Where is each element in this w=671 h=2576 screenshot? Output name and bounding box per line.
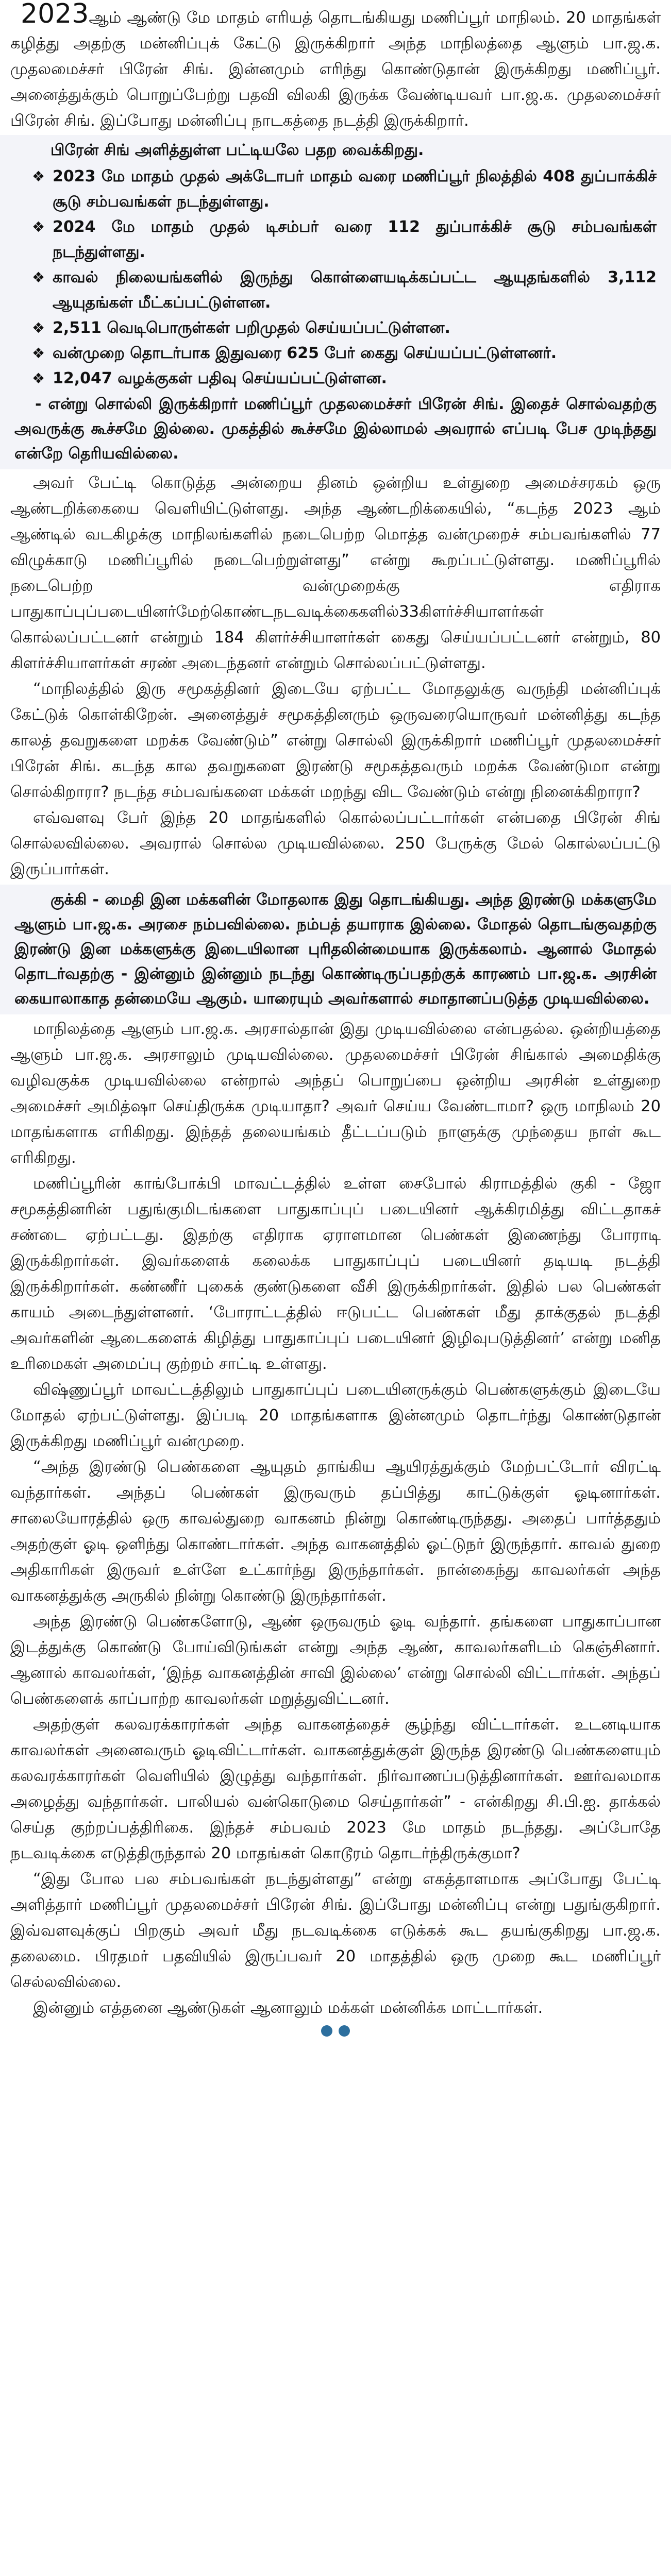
list-item-text: 2024 மே மாதம் முதல் டிசம்பர் வரை 112 துப்பாக்கிச் சூடு சம்பவங்கள் நடந்துள்ளது. bbox=[53, 218, 657, 261]
paragraph-cbi-quote-3: அதற்குள் கலவரக்காரர்கள் அந்த வாகனத்தைச் சூழ்ந்து விட்டார்கள். உடனடியாக காவலர்கள் அனைவரும் ஓடிவிட்டார்கள். வாகனத்துக்குள் இருந்த இரண்டு பெண்களையும் கலவரக்காரர்கள் வெளியில் இழுத்து வந்தார்கள். நிர்வாணப்படுத்தினார்கள். ஊர்வலமாக அழைத்து வந்தார்கள். பாலியல் வன்கொடுமை செய்தார்கள்” - என்கிறது சி.பி.ஐ. தாக்கல் செய்த குற்றப்பத்திரிகை. இந்தச் சம்பவம் 2023 மே மாதம் நடந்தது. அப்போதே நடவடிக்கை எடுத்திருந்தால் 20 மாதங்கள் கொடூரம் தொடர்ந்திருக்குமா? bbox=[10, 1716, 661, 1862]
paragraph-cbi-quote-1: “அந்த இரண்டு பெண்களை ஆயுதம் தாங்கிய ஆயிரத்துக்கும் மேற்பட்டோர் விரட்டி வந்தார்கள். அந்தப் பெண்கள் இருவரும் தப்பித்து காட்டுக்குள் ஓடினார்கள். சாலையோரத்தில் ஒரு காவல்துறை வாகனம் நின்று கொண்டிருந்தது. அதைப் பார்த்ததும் அதற்குள் ஓடி ஒளிந்து கொண்டார்கள். அந்த வாகனத்தில் ஓட்டுநர் இருந்தார். காவல் துறை அதிகாரிகள் இருவர் உள்ளே உட்கார்ந்து இருந்தார்கள். நான்கைந்து காவலர்கள் அந்த வாகனத்துக்கு அருகில் நின்று கொண்டு இருந்தார்கள். bbox=[10, 1458, 661, 1605]
conflict-box bbox=[0, 885, 671, 1014]
list-item bbox=[14, 341, 657, 366]
paragraph-cbi-quote-2: அந்த இரண்டு பெண்களோடு, ஆண் ஒருவரும் ஓடி வந்தார். தங்களை பாதுகாப்பான இடத்துக்கு கொண்டு போய்விடுங்கள் என்று அந்த ஆண், காவலர்களிடம் கெஞ்சினார். ஆனால் காவலர்கள், ‘இந்த வாகனத்தின் சாவி இல்லை’ என்று சொல்லி விட்டார்கள். அந்தப் பெண்களைக் காப்பாற்ற காவலர்கள் மறுத்துவிட்டனர். bbox=[10, 1613, 661, 1708]
list-item-text: 12,047 வழக்குகள் பதிவு செய்யப்பட்டுள்ளன. bbox=[53, 369, 387, 387]
paragraph-annual-report: அவர் பேட்டி கொடுத்த அன்றைய தினம் ஒன்றிய உள்துறை அமைச்சரகம் ஒரு ஆண்டறிக்கையை வெளியிட்டுள்ளது. அந்த ஆண்டறிக்கையில், “கடந்த 2023 ஆம் ஆண்டில் வடகிழக்கு மாநிலங்களில் நடைபெற்ற மொத்த வன்முறைச் சம்பவங்களில் 77 விழுக்காடு மணிப்பூரில் நடைபெற்றுள்ளது” என்று கூறப்பட்டுள்ளது. மணிப்பூரில் நடைபெற்ற வன்முறைக்கு எதிராக பாதுகாப்புப்படையினர்மேற்கொண்டநடவடிக்கைகளில்33கிளர்ச்சியாளர்கள் கொல்லப்பட்டனர் என்றும் 184 கிளர்ச்சியாளர்கள் கைது செய்யப்பட்டனர் என்றும், 80 கிளர்ச்சியாளர்கள் சரண் அடைந்தனர் என்றும் சொல்லப்பட்டுள்ளது. bbox=[10, 474, 661, 672]
diamond-bullet-icon: ❖ bbox=[32, 319, 45, 336]
diamond-bullet-icon: ❖ bbox=[32, 370, 45, 387]
paragraph-central-govt: மாநிலத்தை ஆளும் பா.ஜ.க. அரசால்தான் இது முடியவில்லை என்பதல்ல. ஒன்றியத்தை ஆளும் பா.ஜ.க. அரசாலும் முடியவில்லை. முதலமைச்சர் பிரேன் சிங்கால் அமைதிக்கு வழிவகுக்க முடியவில்லை என்றால் அந்தப் பொறுப்பை ஒன்றிய அரசின் உள்துறை அமைச்சர் அமித்ஷா செய்திருக்க முடியாதா? அவர் செய்ய வேண்டாமா? ஒரு மாநிலம் 20 மாதங்களாக எரிகிறது. இந்தத் தலையங்கம் தீட்டப்படும் நாளுக்கு முந்தைய நாள் கூட எரிகிறது. bbox=[10, 1020, 661, 1167]
opening-text: ஆம் ஆண்டு மே மாதம் எரியத் தொடங்கியது மணிப்பூர் மாநிலம். 20 மாதங்கள் கழித்து அதற்கு மன்னிப்புக் கேட்டு இருக்கிறார் அந்த மாநிலத்தை ஆளும் பா.ஜ.க. முதலமைச்சர் பிரேன் சிங். இன்னமும் எரிந்து கொண்டுதான் இருக்கிறது மணிப்பூர். அனைத்துக்கும் பொறுப்பேற்று பதவி விலகி இருக்க வேண்டியவர் பா.ஜ.க. முதலமைச்சர் பிரேன் சிங். இப்போது மன்னிப்பு நாடகத்தை நடத்தி இருக்கிறார். bbox=[10, 9, 661, 130]
list-item-text: 2023 மே மாதம் முதல் அக்டோபர் மாதம் வரை மணிப்பூர் நிலத்தில் 408 துப்பாக்கிச் சூடு சம்பவங்கள் நடந்துள்ளது. bbox=[53, 167, 657, 211]
statistics-closing: - என்று சொல்லி இருக்கிறார் மணிப்பூர் முதலமைச்சர் பிரேன் சிங். இதைச் சொல்வதற்கு அவருக்கு கூச்சமே இல்லை. முகத்தில் கூச்சமே இல்லாமல் அவரால் எப்படி பேச முடிந்தது என்றே தெரியவில்லை. bbox=[14, 395, 657, 463]
paragraph-death-toll: எவ்வளவு பேர் இந்த 20 மாதங்களில் கொல்லப்பட்டார்கள் என்பதை பிரேன் சிங் சொல்லவில்லை. அவரால் சொல்ல முடியவில்லை. 250 பேருக்கு மேல் கொல்லப்பட்டு இருப்பார்கள். bbox=[10, 809, 661, 878]
list-item-text: வன்முறை தொடர்பாக இதுவரை 625 பேர் கைது செய்யப்பட்டுள்ளனர். bbox=[53, 344, 557, 362]
statistics-intro: பிரேன் சிங் அளித்துள்ள பட்டியலே பதற வைக்கிறது. bbox=[51, 141, 424, 159]
list-item bbox=[14, 366, 657, 391]
statistics-list bbox=[14, 164, 657, 391]
paragraph-conclusion: இன்னும் எத்தனை ஆண்டுகள் ஆனாலும் மக்கள் மன்னிக்க மாட்டார்கள். bbox=[33, 1999, 543, 2017]
list-item-text: 2,511 வெடிபொருள்கள் பறிமுதல் செய்யப்பட்டுள்ளன. bbox=[53, 319, 450, 337]
pagination-dot bbox=[321, 2025, 332, 2037]
paragraph-pm-silence: “இது போல பல சம்பவங்கள் நடந்துள்ளது” என்று எகத்தாளமாக அப்போது பேட்டி அளித்தார் மணிப்பூர் முதலமைச்சர் பிரேன் சிங். இப்போது மன்னிப்பு என்று பதுங்குகிறார். இவ்வளவுக்குப் பிறகும் அவர் மீது நடவடிக்கை எடுக்கக் கூட தயங்குகிறது பா.ஜ.க. தலைமை. பிரதமர் பதவியில் இருப்பவர் 20 மாதத்தில் ஒரு முறை கூட மணிப்பூர் செல்லவில்லை. bbox=[10, 1870, 661, 1991]
list-item-text: காவல் நிலையங்களில் இருந்து கொள்ளையடிக்கப்பட்ட ஆயுதங்களில் 3,112 ஆயுதங்கள் மீட்கப்பட்டுள்ளன. bbox=[53, 268, 657, 312]
conflict-text: குக்கி - மைதி இன மக்களின் மோதலாக இது தொடங்கியது. அந்த இரண்டு மக்களுமே ஆளும் பா.ஜ.க. அரசை நம்பவில்லை. நம்பத் தயாராக இல்லை. மோதல் தொடங்குவதற்கு இரண்டு இன மக்களுக்கு இடையிலான புரிதலின்மையாக இருக்கலாம். ஆனால் மோதல் தொடர்வதற்கு - இன்னும் இன்னும் நடந்து கொண்டிருப்பதற்குக் காரணம் பா.ஜ.க. அரசின் கையாலாகாத தன்மையே ஆகும். யாரையும் அவர்களால் சமாதானப்படுத்த முடியவில்லை. bbox=[14, 891, 657, 1008]
pagination-dots bbox=[10, 2025, 661, 2037]
diamond-bullet-icon: ❖ bbox=[32, 269, 45, 286]
list-item bbox=[14, 214, 657, 265]
diamond-bullet-icon: ❖ bbox=[32, 345, 45, 362]
paragraph-kangpokpi: மணிப்பூரின் காங்போக்பி மாவட்டத்தில் உள்ள சைபோல் கிராமத்தில் குகி - ஜோ சமூகத்தினரின் பதுங்குமிடங்களை பாதுகாப்புப் படையினர் ஆக்கிரமித்து விட்டதாகச் சண்டை ஏற்பட்டது. இதற்கு எதிராக ஏராளமான பெண்கள் இணைந்து போராடி இருக்கிறார்கள். இவர்களைக் கலைக்க பாதுகாப்புப் படையினர் தடியடி நடத்தி இருக்கிறார்கள். கண்ணீர் புகைக் குண்டுகளை வீசி இருக்கிறார்கள். இதில் பல பெண்கள் காயம் அடைந்துள்ளனர். ‘போராட்டத்தில் ஈடுபட்ட பெண்கள் மீது தாக்குதல் நடத்தி அவர்களின் ஆடைகளைக் கிழித்து பாதுகாப்புப் படையினர் இழிவுபடுத்தினர்’ என்று மனித உரிமைகள் அமைப்பு குற்றம் சாட்டி உள்ளது. bbox=[10, 1175, 661, 1373]
diamond-bullet-icon: ❖ bbox=[32, 168, 45, 185]
statistics-box bbox=[0, 135, 671, 469]
pagination-dot bbox=[339, 2025, 350, 2037]
list-item bbox=[14, 265, 657, 315]
list-item bbox=[14, 164, 657, 214]
paragraph-apology-quote: “மாநிலத்தில் இரு சமூகத்தினர் இடையே ஏற்பட்ட மோதலுக்கு வருந்தி மன்னிப்புக் கேட்டுக் கொள்கிறேன். அனைத்துச் சமூகத்தினரும் ஒருவரையொருவர் மன்னித்து கடந்த காலத் தவறுகளை மறக்க வேண்டும்” என்று சொல்லி இருக்கிறார் மணிப்பூர் முதலமைச்சர் பிரேன் சிங். கடந்த கால தவறுகளை இரண்டு சமூகத்தவரும் மறக்க வேண்டுமா என்று சொல்கிறாரா? நடந்த சம்பவங்களை மக்கள் மறந்து விட வேண்டும் என்று நினைக்கிறாரா? bbox=[10, 680, 661, 801]
diamond-bullet-icon: ❖ bbox=[32, 218, 45, 235]
list-item bbox=[14, 315, 657, 341]
paragraph-bishnupur: விஷ்ணுப்பூர் மாவட்டத்திலும் பாதுகாப்புப் படையினருக்கும் பெண்களுக்கும் இடையே மோதல் ஏற்பட்டுள்ளது. இப்படி 20 மாதங்களாக இன்னமும் தொடர்ந்து கொண்டுதான் இருக்கிறது மணிப்பூர் வன்முறை. bbox=[10, 1381, 661, 1450]
year-lead: 2023 bbox=[21, 0, 89, 29]
opening-paragraph bbox=[10, 1, 661, 134]
